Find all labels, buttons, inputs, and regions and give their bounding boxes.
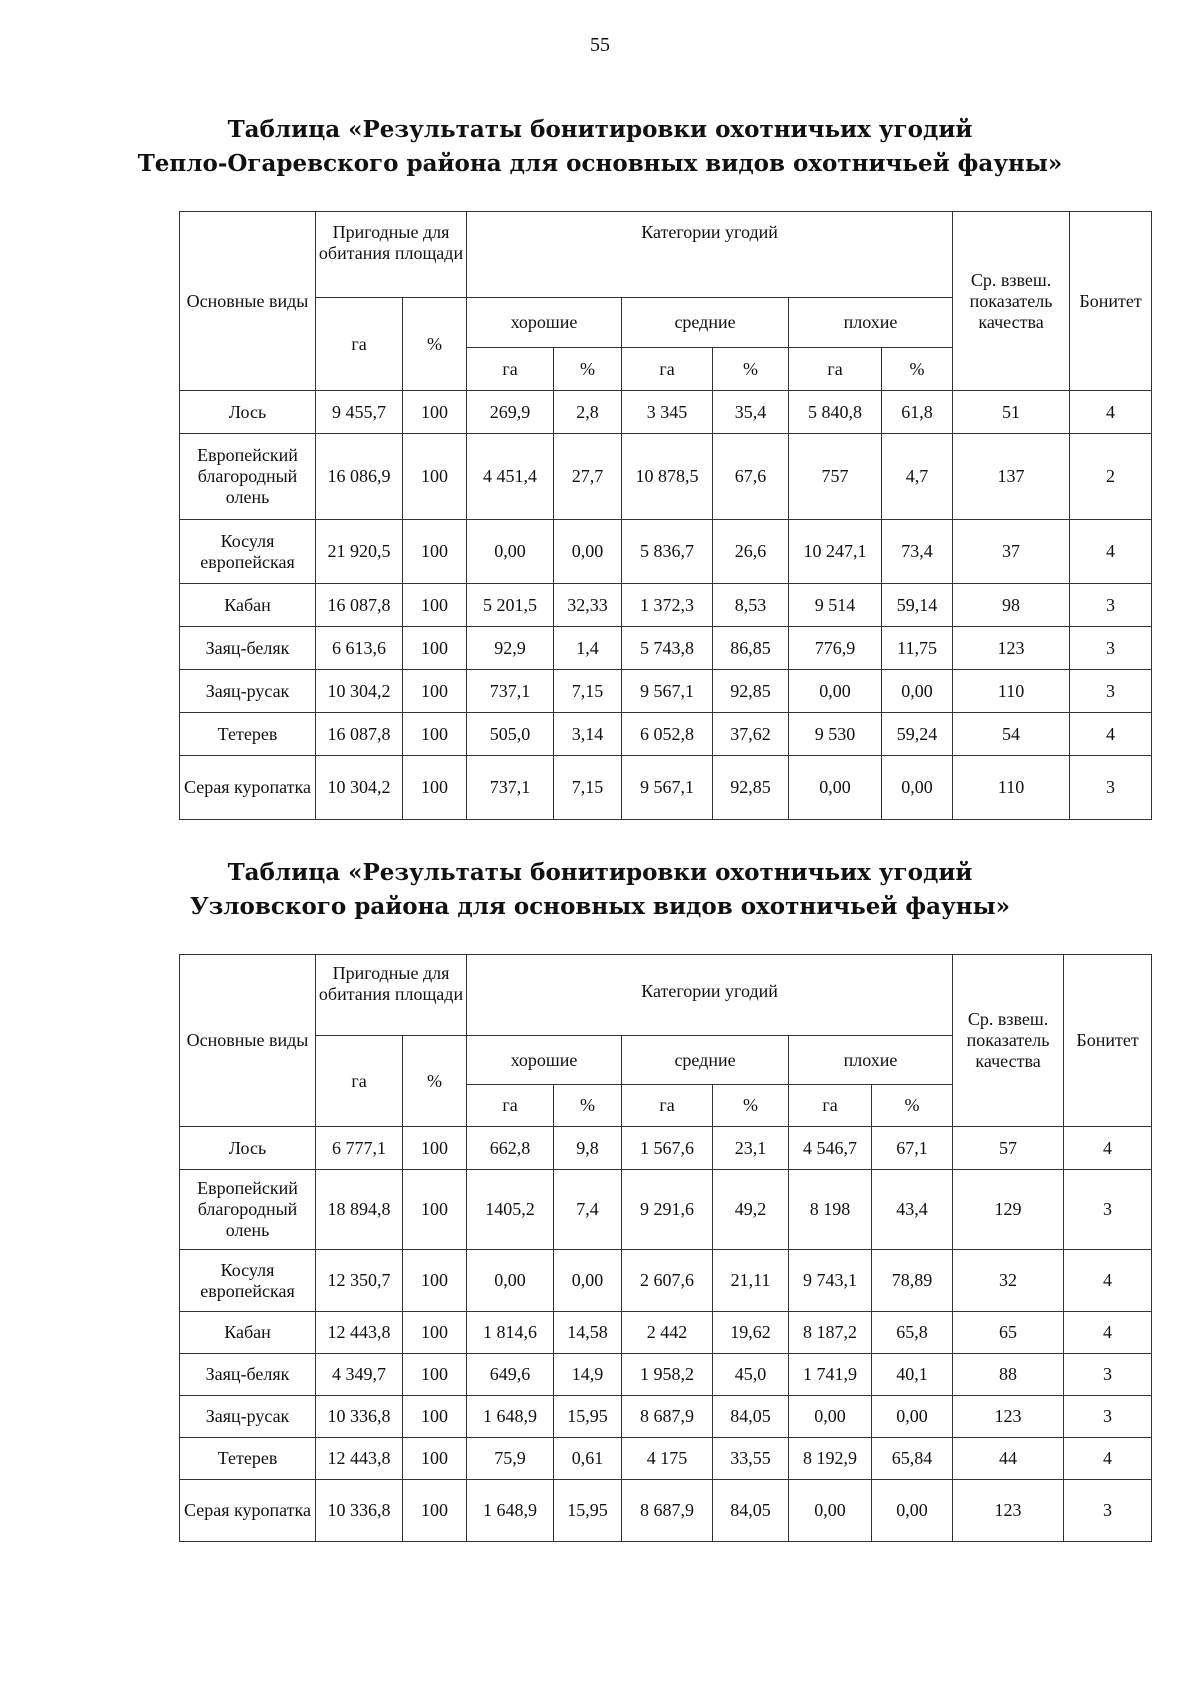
species-cell: Заяц-беляк (180, 627, 316, 670)
species-cell: Серая куропатка (180, 756, 316, 820)
header-medium-ha: га (622, 348, 713, 391)
area-pct-cell: 100 (403, 520, 467, 584)
table-row (180, 1312, 1152, 1354)
bad-pct-cell: 4,7 (882, 434, 953, 520)
area-pct-cell: 100 (403, 1127, 467, 1170)
area-ha-cell: 16 087,8 (316, 713, 403, 756)
header-medium-pct: % (713, 348, 789, 391)
good-pct-cell: 14,58 (554, 1312, 622, 1354)
good-ha-cell: 269,9 (467, 391, 554, 434)
medium-ha-cell: 9 567,1 (622, 670, 713, 713)
bonitet-cell: 3 (1070, 584, 1152, 627)
species-cell: Косуля европейская (180, 520, 316, 584)
bonitet-cell: 4 (1064, 1127, 1152, 1170)
good-pct-cell: 7,4 (554, 1170, 622, 1250)
bonitet-cell: 3 (1064, 1480, 1152, 1542)
quality-cell: 88 (953, 1354, 1064, 1396)
table-row (180, 756, 1152, 820)
header-good: хорошие (467, 298, 622, 348)
good-ha-cell: 737,1 (467, 756, 554, 820)
bad-pct-cell: 65,84 (872, 1438, 953, 1480)
good-ha-cell: 662,8 (467, 1127, 554, 1170)
area-ha-cell: 16 087,8 (316, 584, 403, 627)
medium-pct-cell: 45,0 (713, 1354, 789, 1396)
bad-pct-cell: 0,00 (872, 1480, 953, 1542)
table-2-title-line-2: Узловского района для основных видов охотничьей фауны» (189, 893, 1011, 920)
good-ha-cell: 1 814,6 (467, 1312, 554, 1354)
page-number: 55 (590, 34, 610, 56)
quality-cell: 37 (953, 520, 1070, 584)
bonitet-cell: 4 (1070, 391, 1152, 434)
species-cell: Серая куропатка (180, 1480, 316, 1542)
table-row (180, 1250, 1152, 1312)
quality-cell: 44 (953, 1438, 1064, 1480)
good-pct-cell: 7,15 (554, 756, 622, 820)
area-pct-cell: 100 (403, 584, 467, 627)
header-bonitet: Бонитет (1064, 955, 1152, 1127)
medium-ha-cell: 6 052,8 (622, 713, 713, 756)
medium-pct-cell: 19,62 (713, 1312, 789, 1354)
header-categories: Категории угодий (467, 955, 953, 1036)
medium-ha-cell: 9 567,1 (622, 756, 713, 820)
quality-cell: 65 (953, 1312, 1064, 1354)
bad-ha-cell: 8 187,2 (789, 1312, 872, 1354)
header-good-pct: % (554, 1085, 622, 1127)
species-cell: Кабан (180, 584, 316, 627)
table-2 (179, 954, 1152, 1542)
header-medium: средние (622, 1036, 789, 1085)
bonitet-cell: 3 (1070, 627, 1152, 670)
medium-ha-cell: 9 291,6 (622, 1170, 713, 1250)
good-pct-cell: 14,9 (554, 1354, 622, 1396)
table-row (180, 1170, 1152, 1250)
area-pct-cell: 100 (403, 1396, 467, 1438)
header-bad-pct: % (882, 348, 953, 391)
area-pct-cell: 100 (403, 391, 467, 434)
bad-ha-cell: 8 192,9 (789, 1438, 872, 1480)
bad-pct-cell: 11,75 (882, 627, 953, 670)
header-ha: га (316, 1036, 403, 1127)
header-pct: % (403, 1036, 467, 1127)
medium-ha-cell: 4 175 (622, 1438, 713, 1480)
medium-pct-cell: 86,85 (713, 627, 789, 670)
medium-ha-cell: 5 836,7 (622, 520, 713, 584)
bonitet-cell: 4 (1064, 1312, 1152, 1354)
good-ha-cell: 1 648,9 (467, 1396, 554, 1438)
species-cell: Тетерев (180, 1438, 316, 1480)
bad-pct-cell: 0,00 (872, 1396, 953, 1438)
good-ha-cell: 737,1 (467, 670, 554, 713)
medium-ha-cell: 5 743,8 (622, 627, 713, 670)
species-cell: Кабан (180, 1312, 316, 1354)
header-species: Основные виды (180, 955, 316, 1127)
bad-pct-cell: 59,24 (882, 713, 953, 756)
medium-pct-cell: 26,6 (713, 520, 789, 584)
table-row (180, 1396, 1152, 1438)
medium-pct-cell: 84,05 (713, 1396, 789, 1438)
area-pct-cell: 100 (403, 434, 467, 520)
good-ha-cell: 4 451,4 (467, 434, 554, 520)
area-ha-cell: 18 894,8 (316, 1170, 403, 1250)
good-pct-cell: 7,15 (554, 670, 622, 713)
bad-ha-cell: 8 198 (789, 1170, 872, 1250)
bad-pct-cell: 59,14 (882, 584, 953, 627)
good-ha-cell: 0,00 (467, 520, 554, 584)
quality-cell: 123 (953, 1480, 1064, 1542)
area-ha-cell: 10 336,8 (316, 1396, 403, 1438)
area-pct-cell: 100 (403, 627, 467, 670)
table-2-title-line-1: Таблица «Результаты бонитировки охотничьих угодий (227, 859, 973, 886)
medium-pct-cell: 49,2 (713, 1170, 789, 1250)
quality-cell: 51 (953, 391, 1070, 434)
area-pct-cell: 100 (403, 1438, 467, 1480)
table-row (180, 670, 1152, 713)
medium-pct-cell: 84,05 (713, 1480, 789, 1542)
good-pct-cell: 1,4 (554, 627, 622, 670)
area-ha-cell: 10 304,2 (316, 670, 403, 713)
table-row (180, 1354, 1152, 1396)
good-ha-cell: 1405,2 (467, 1170, 554, 1250)
quality-cell: 98 (953, 584, 1070, 627)
header-species: Основные виды (180, 212, 316, 391)
bad-ha-cell: 10 247,1 (789, 520, 882, 584)
area-ha-cell: 4 349,7 (316, 1354, 403, 1396)
medium-pct-cell: 21,11 (713, 1250, 789, 1312)
medium-ha-cell: 2 442 (622, 1312, 713, 1354)
area-ha-cell: 10 304,2 (316, 756, 403, 820)
species-cell: Лось (180, 391, 316, 434)
good-pct-cell: 9,8 (554, 1127, 622, 1170)
table-1-title-line-2: Тепло-Огаревского района для основных видов охотничьей фауны» (137, 150, 1063, 177)
good-pct-cell: 0,00 (554, 1250, 622, 1312)
area-pct-cell: 100 (403, 1312, 467, 1354)
table-1-title (0, 113, 1200, 181)
bonitet-cell: 2 (1070, 434, 1152, 520)
table-1 (179, 211, 1152, 820)
quality-cell: 129 (953, 1170, 1064, 1250)
area-pct-cell: 100 (403, 756, 467, 820)
bad-pct-cell: 67,1 (872, 1127, 953, 1170)
bad-pct-cell: 40,1 (872, 1354, 953, 1396)
bad-pct-cell: 0,00 (882, 670, 953, 713)
bad-ha-cell: 0,00 (789, 756, 882, 820)
good-ha-cell: 1 648,9 (467, 1480, 554, 1542)
header-bad: плохие (789, 1036, 953, 1085)
header-bad-pct: % (872, 1085, 953, 1127)
good-pct-cell: 27,7 (554, 434, 622, 520)
table-row (180, 1480, 1152, 1542)
bonitet-cell: 4 (1064, 1250, 1152, 1312)
header-quality: Ср. взвеш. показатель качества (953, 955, 1064, 1127)
good-ha-cell: 5 201,5 (467, 584, 554, 627)
species-cell: Заяц-русак (180, 1396, 316, 1438)
species-cell: Косуля европейская (180, 1250, 316, 1312)
medium-ha-cell: 2 607,6 (622, 1250, 713, 1312)
table-row (180, 584, 1152, 627)
area-pct-cell: 100 (403, 713, 467, 756)
bonitet-cell: 3 (1070, 756, 1152, 820)
header-medium-pct: % (713, 1085, 789, 1127)
area-ha-cell: 12 443,8 (316, 1438, 403, 1480)
header-bad-ha: га (789, 348, 882, 391)
good-pct-cell: 32,33 (554, 584, 622, 627)
table-row (180, 713, 1152, 756)
bad-ha-cell: 9 530 (789, 713, 882, 756)
good-ha-cell: 505,0 (467, 713, 554, 756)
medium-pct-cell: 92,85 (713, 756, 789, 820)
good-pct-cell: 3,14 (554, 713, 622, 756)
header-quality: Ср. взвеш. показатель качества (953, 212, 1070, 391)
quality-cell: 123 (953, 1396, 1064, 1438)
bad-pct-cell: 0,00 (882, 756, 953, 820)
bad-ha-cell: 776,9 (789, 627, 882, 670)
quality-cell: 123 (953, 627, 1070, 670)
table-row (180, 627, 1152, 670)
bad-pct-cell: 65,8 (872, 1312, 953, 1354)
good-pct-cell: 15,95 (554, 1396, 622, 1438)
medium-ha-cell: 8 687,9 (622, 1396, 713, 1438)
bad-pct-cell: 43,4 (872, 1170, 953, 1250)
header-bad: плохие (789, 298, 953, 348)
table-row (180, 434, 1152, 520)
bonitet-cell: 3 (1064, 1396, 1152, 1438)
area-ha-cell: 9 455,7 (316, 391, 403, 434)
bad-ha-cell: 9 743,1 (789, 1250, 872, 1312)
bad-ha-cell: 1 741,9 (789, 1354, 872, 1396)
medium-pct-cell: 35,4 (713, 391, 789, 434)
medium-pct-cell: 37,62 (713, 713, 789, 756)
bad-ha-cell: 0,00 (789, 670, 882, 713)
table-2-title (0, 856, 1200, 924)
header-bonitet: Бонитет (1070, 212, 1152, 391)
bonitet-cell: 4 (1064, 1438, 1152, 1480)
area-ha-cell: 10 336,8 (316, 1480, 403, 1542)
species-cell: Европейский благородный олень (180, 1170, 316, 1250)
header-categories: Категории угодий (467, 212, 953, 298)
good-ha-cell: 75,9 (467, 1438, 554, 1480)
area-ha-cell: 12 443,8 (316, 1312, 403, 1354)
medium-pct-cell: 8,53 (713, 584, 789, 627)
quality-cell: 137 (953, 434, 1070, 520)
bonitet-cell: 3 (1064, 1354, 1152, 1396)
area-pct-cell: 100 (403, 1170, 467, 1250)
area-ha-cell: 12 350,7 (316, 1250, 403, 1312)
header-good-pct: % (554, 348, 622, 391)
area-pct-cell: 100 (403, 1250, 467, 1312)
area-ha-cell: 6 613,6 (316, 627, 403, 670)
medium-pct-cell: 92,85 (713, 670, 789, 713)
good-ha-cell: 0,00 (467, 1250, 554, 1312)
good-ha-cell: 649,6 (467, 1354, 554, 1396)
table-row (180, 1127, 1152, 1170)
area-pct-cell: 100 (403, 1354, 467, 1396)
medium-ha-cell: 8 687,9 (622, 1480, 713, 1542)
medium-ha-cell: 1 567,6 (622, 1127, 713, 1170)
medium-ha-cell: 3 345 (622, 391, 713, 434)
medium-ha-cell: 1 372,3 (622, 584, 713, 627)
area-pct-cell: 100 (403, 670, 467, 713)
quality-cell: 32 (953, 1250, 1064, 1312)
medium-pct-cell: 33,55 (713, 1438, 789, 1480)
medium-ha-cell: 10 878,5 (622, 434, 713, 520)
bad-ha-cell: 757 (789, 434, 882, 520)
header-good: хорошие (467, 1036, 622, 1085)
header-good-ha: га (467, 1085, 554, 1127)
species-cell: Европейский благородный олень (180, 434, 316, 520)
bad-pct-cell: 78,89 (872, 1250, 953, 1312)
medium-pct-cell: 67,6 (713, 434, 789, 520)
bonitet-cell: 4 (1070, 713, 1152, 756)
header-bad-ha: га (789, 1085, 872, 1127)
table-row (180, 1438, 1152, 1480)
medium-pct-cell: 23,1 (713, 1127, 789, 1170)
table-row (180, 520, 1152, 584)
bad-ha-cell: 0,00 (789, 1396, 872, 1438)
header-suitable: Пригодные для обитания площади (316, 955, 467, 1036)
good-pct-cell: 2,8 (554, 391, 622, 434)
species-cell: Заяц-беляк (180, 1354, 316, 1396)
bonitet-cell: 3 (1070, 670, 1152, 713)
area-pct-cell: 100 (403, 1480, 467, 1542)
bonitet-cell: 4 (1070, 520, 1152, 584)
bad-pct-cell: 73,4 (882, 520, 953, 584)
table-1-title-line-1: Таблица «Результаты бонитировки охотничьих угодий (227, 116, 973, 143)
header-good-ha: га (467, 348, 554, 391)
quality-cell: 110 (953, 756, 1070, 820)
good-pct-cell: 0,61 (554, 1438, 622, 1480)
bad-ha-cell: 4 546,7 (789, 1127, 872, 1170)
header-medium: средние (622, 298, 789, 348)
quality-cell: 57 (953, 1127, 1064, 1170)
bad-ha-cell: 5 840,8 (789, 391, 882, 434)
area-ha-cell: 6 777,1 (316, 1127, 403, 1170)
area-ha-cell: 16 086,9 (316, 434, 403, 520)
bad-pct-cell: 61,8 (882, 391, 953, 434)
bad-ha-cell: 0,00 (789, 1480, 872, 1542)
table-row (180, 391, 1152, 434)
header-suitable: Пригодные для обитания площади (316, 212, 467, 298)
good-ha-cell: 92,9 (467, 627, 554, 670)
header-pct: % (403, 298, 467, 391)
quality-cell: 54 (953, 713, 1070, 756)
bonitet-cell: 3 (1064, 1170, 1152, 1250)
area-ha-cell: 21 920,5 (316, 520, 403, 584)
species-cell: Заяц-русак (180, 670, 316, 713)
bad-ha-cell: 9 514 (789, 584, 882, 627)
good-pct-cell: 0,00 (554, 520, 622, 584)
good-pct-cell: 15,95 (554, 1480, 622, 1542)
species-cell: Тетерев (180, 713, 316, 756)
species-cell: Лось (180, 1127, 316, 1170)
quality-cell: 110 (953, 670, 1070, 713)
medium-ha-cell: 1 958,2 (622, 1354, 713, 1396)
header-medium-ha: га (622, 1085, 713, 1127)
header-ha: га (316, 298, 403, 391)
